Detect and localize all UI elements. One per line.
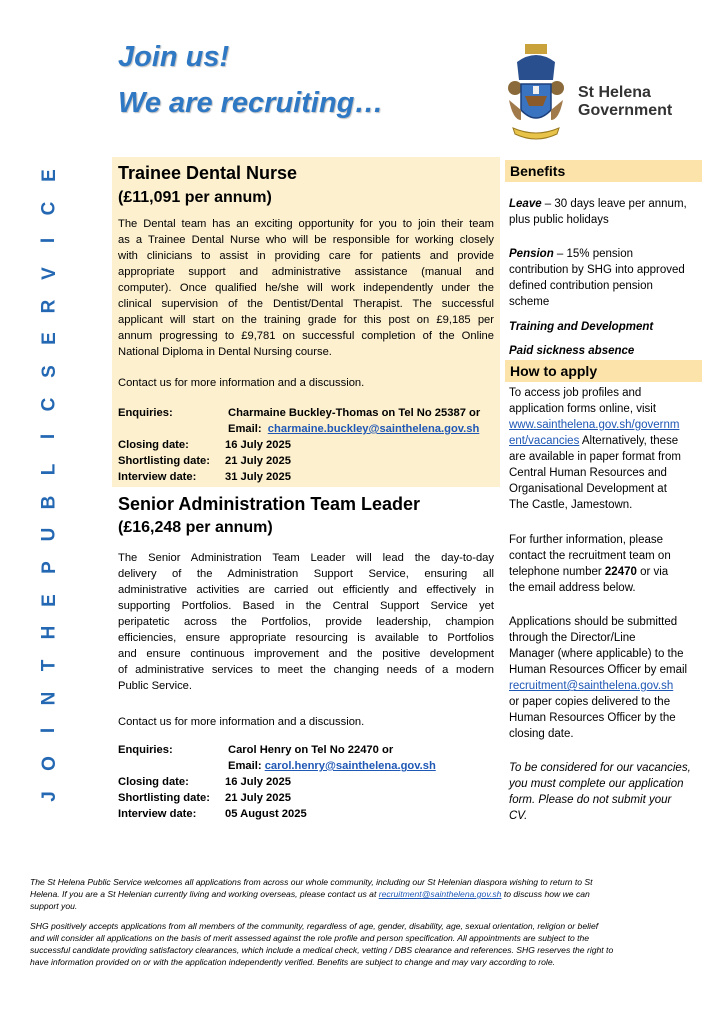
footer-p2-line4: have information provided on or with the application independently verified. Benefits are subject to change and may vary according to role.	[30, 957, 556, 967]
footer-p2-line2: and will consider all applications on the basis of merit assessed against the role profile and person specification. All appointments are subject to the	[30, 933, 590, 943]
footer-para1	[30, 876, 694, 912]
job1-description	[118, 216, 494, 360]
vertical-letter: I	[38, 728, 60, 734]
footer-email-link[interactable]: recruitment@sainthelena.gov.sh	[378, 889, 502, 899]
vacancies-link-part2[interactable]: ent/vacancies	[509, 435, 580, 447]
apply-p3-rest3: closing date.	[509, 728, 574, 740]
footer-p1-line2: Helena. If you are a St Helenian currently living and working overseas, please contact us at	[30, 889, 379, 899]
job1-description-line: appropriate support and administrative assistance (manual and	[118, 266, 494, 278]
vacancies-link-part1[interactable]: www.sainthelena.gov.sh/governm	[509, 419, 680, 431]
job2-description	[118, 550, 494, 694]
job2-email-label: Email:	[228, 760, 262, 772]
job2-interview-date: 05 August 2025	[225, 808, 307, 820]
footer-p1-line1: The St Helena Public Service welcomes all applications from across our whole community, including our St Helenian diaspora wishing to return to St	[30, 877, 593, 887]
pension-line4: scheme	[509, 296, 550, 308]
apply-phone-number: 22470	[604, 566, 637, 578]
apply-url-after: Alternatively, these	[579, 435, 679, 447]
apply-p3-rest2: Human Resources Officer by the	[509, 712, 676, 724]
job2-contact: Contact us for more information and a discussion.	[118, 716, 365, 728]
job2-description-line: and ensure continuous improvement and the positive development	[118, 648, 494, 660]
job1-description-line: National Diploma in Dental Nursing course.	[118, 346, 332, 358]
vertical-letter: I	[38, 238, 60, 244]
apply-p2-last: the email address below.	[509, 582, 636, 594]
apply-p3-line1: Applications should be submitted	[509, 616, 678, 628]
apply-p3-rest1: or paper copies delivered to the	[509, 696, 671, 708]
apply-p1-rest1: are available in paper format from	[509, 451, 681, 463]
header-line1: Join us!	[118, 41, 230, 73]
pension-line3: defined contribution pension	[509, 280, 653, 292]
job2-enquiries-label: Enquiries:	[118, 744, 173, 756]
vertical-letter: O	[38, 756, 60, 771]
job2-shortlist-label: Shortlisting date:	[118, 792, 210, 804]
vertical-letter: U	[38, 528, 60, 542]
job2-shortlist-date: 21 July 2025	[225, 792, 291, 804]
vertical-letter: J	[38, 790, 60, 802]
job2-description-line: Public Service.	[118, 680, 192, 692]
job1-email-row	[228, 421, 479, 437]
org-name-line2: Government	[578, 102, 673, 119]
job2-email-row	[228, 758, 436, 774]
apply-para3	[509, 614, 701, 742]
job2-description-line: administrative activities are carried out efficiently and effectively in	[118, 584, 494, 596]
job1-closing-date: 16 July 2025	[225, 439, 291, 451]
benefits-heading: Benefits	[505, 160, 702, 182]
vertical-letter: C	[38, 201, 60, 216]
pension-line2: contribution by SHG into approved	[509, 264, 685, 276]
apply-para1	[509, 385, 701, 513]
benefits-sickness: Paid sickness absence	[509, 345, 635, 357]
apply-p4-line2: you must complete our application	[509, 778, 684, 790]
vertical-letter: I	[38, 434, 60, 440]
job1-description-line: as a Trainee Dental Nurse who will be responsible for working closely	[118, 234, 494, 246]
job2-enquiries-value: Carol Henry on Tel No 22470 or	[228, 744, 394, 756]
vertical-letter: H	[38, 626, 60, 640]
apply-p3-line2: through the Director/Line	[509, 632, 636, 644]
job1-enquiries-value: Charmaine Buckley-Thomas on Tel No 25387 or	[228, 407, 481, 419]
benefits-training: Training and Development	[509, 321, 654, 333]
leave-line1: – 30 days leave per annum,	[541, 198, 687, 210]
footer-p2-line1: SHG positively accepts applications from all members of the community, regardless of age, gender, disability, age, sexual orientation, religion or belief	[30, 921, 599, 931]
join-public-service-vertical-text	[36, 166, 62, 806]
vertical-letter: R	[38, 299, 60, 314]
apply-p3-line3: Manager (where applicable) to the	[509, 648, 684, 660]
vertical-letter: B	[38, 495, 60, 510]
footer-p1-line2-end: to discuss how we can	[501, 889, 590, 899]
header-line2: We are recruiting…	[118, 87, 384, 119]
job2-description-line: peripatetic across the Portfolios, provide leadership, champion	[118, 616, 494, 628]
pension-line1: – 15% pension	[553, 248, 634, 260]
job1-enquiries-label: Enquiries:	[118, 407, 173, 419]
leave-line2: plus public holidays	[509, 214, 609, 226]
apply-p4-line4: CV.	[509, 810, 528, 822]
job2-description-line: The Senior Administration Team Leader will lead the day-to-day	[118, 552, 494, 564]
job1-email-link[interactable]: charmaine.buckley@sainthelena.gov.sh	[267, 423, 480, 435]
job1-shortlist-label: Shortlisting date:	[118, 455, 210, 467]
job2-email-link[interactable]: carol.henry@sainthelena.gov.sh	[264, 760, 436, 772]
job1-description-line: The Dental team has an exciting opportunity for you to join their team	[118, 218, 494, 230]
pension-label: Pension	[509, 248, 554, 260]
job2-salary: (£16,248 per annum)	[118, 519, 273, 536]
job1-closing-label: Closing date:	[118, 439, 189, 451]
apply-p4-line1: To be considered for our vacancies,	[509, 762, 691, 774]
vertical-letter: S	[38, 365, 60, 378]
apply-p2-line2: contact the recruitment team on	[509, 550, 671, 562]
apply-p1-line2: application forms online, visit	[509, 403, 657, 415]
job1-description-line: annum progressing to £9,781 on successful completion of the Online	[118, 330, 494, 342]
vertical-letter: T	[38, 659, 60, 672]
apply-heading: How to apply	[505, 360, 702, 382]
job2-title: Senior Administration Team Leader	[118, 494, 421, 514]
job2-description-line: efficiencies, ensure appropriate resourcing is available to Portfolios	[118, 632, 494, 644]
footer-para2	[30, 920, 694, 968]
vertical-letter: N	[38, 691, 60, 706]
job1-description-line: with clinicians to assist in providing care for patients and provide	[118, 250, 494, 262]
vertical-letter: E	[38, 169, 60, 182]
apply-p1-rest2: Central Human Resources and	[509, 467, 667, 479]
apply-p2-phone-post: or via	[636, 566, 669, 578]
job1-interview-date: 31 July 2025	[225, 471, 291, 483]
job2-description-line: delivery of the Administration Support Service, ensuring all	[118, 568, 494, 580]
job1-description-line: applicant will start on the training grade for this post on £9,185 per	[118, 314, 494, 326]
job2-description-line: of administrative services to meet the changing needs of a modern	[118, 664, 494, 676]
apply-para2	[509, 532, 701, 596]
footer-p1-line3: support you.	[30, 901, 78, 911]
vertical-letter: P	[38, 561, 60, 574]
job1-description-line: computer). Once qualified he/she will work independently under the	[118, 282, 494, 294]
job1-shortlist-date: 21 July 2025	[225, 455, 291, 467]
vertical-letter: V	[38, 267, 60, 280]
apply-p4-line3: form. Please do not submit your	[509, 794, 672, 806]
job2-interview-label: Interview date:	[118, 808, 197, 820]
recruitment-email-link[interactable]: recruitment@sainthelena.gov.sh	[509, 680, 674, 692]
apply-p1-line1: To access job profiles and	[509, 387, 642, 399]
job1-email-label: Email:	[228, 423, 262, 435]
job1-interview-label: Interview date:	[118, 471, 197, 483]
apply-p2-phone-pre: telephone number	[509, 566, 605, 578]
apply-para4	[509, 760, 701, 824]
apply-p1-rest3: Organisational Development at	[509, 483, 667, 495]
job1-salary: (£11,091 per annum)	[118, 189, 272, 206]
footer-p2-line3: successful candidate providing satisfactory clearances, which include a medical check, vetting / DBS clearance and references. SHG reserves the right to	[30, 945, 614, 955]
job2-closing-date: 16 July 2025	[225, 776, 291, 788]
job1-title: Trainee Dental Nurse	[118, 163, 298, 183]
apply-p1-rest4: The Castle, Jamestown.	[509, 499, 633, 511]
vertical-letter: E	[38, 593, 60, 607]
benefits-leave	[509, 196, 701, 228]
job1-description-line: clinical supervision of the Dentist/Dental Therapist. The successful	[118, 298, 494, 310]
apply-p3-line4: Human Resources Officer by email	[509, 664, 688, 676]
job1-contact: Contact us for more information and a discussion.	[118, 377, 365, 389]
vertical-letter: E	[38, 332, 60, 346]
leave-label: Leave	[509, 198, 542, 210]
org-name	[578, 84, 672, 120]
coat-of-arms-logo	[503, 40, 569, 150]
apply-p2-line1: For further information, please	[509, 534, 664, 546]
vertical-letter: L	[38, 463, 60, 476]
benefits-pension	[509, 246, 701, 310]
job2-description-line: supporting Portfolios. Based in the Central Support Service yet	[118, 600, 494, 612]
org-name-line1: St Helena	[578, 84, 651, 101]
job2-closing-label: Closing date:	[118, 776, 189, 788]
vertical-letter: C	[38, 397, 60, 412]
